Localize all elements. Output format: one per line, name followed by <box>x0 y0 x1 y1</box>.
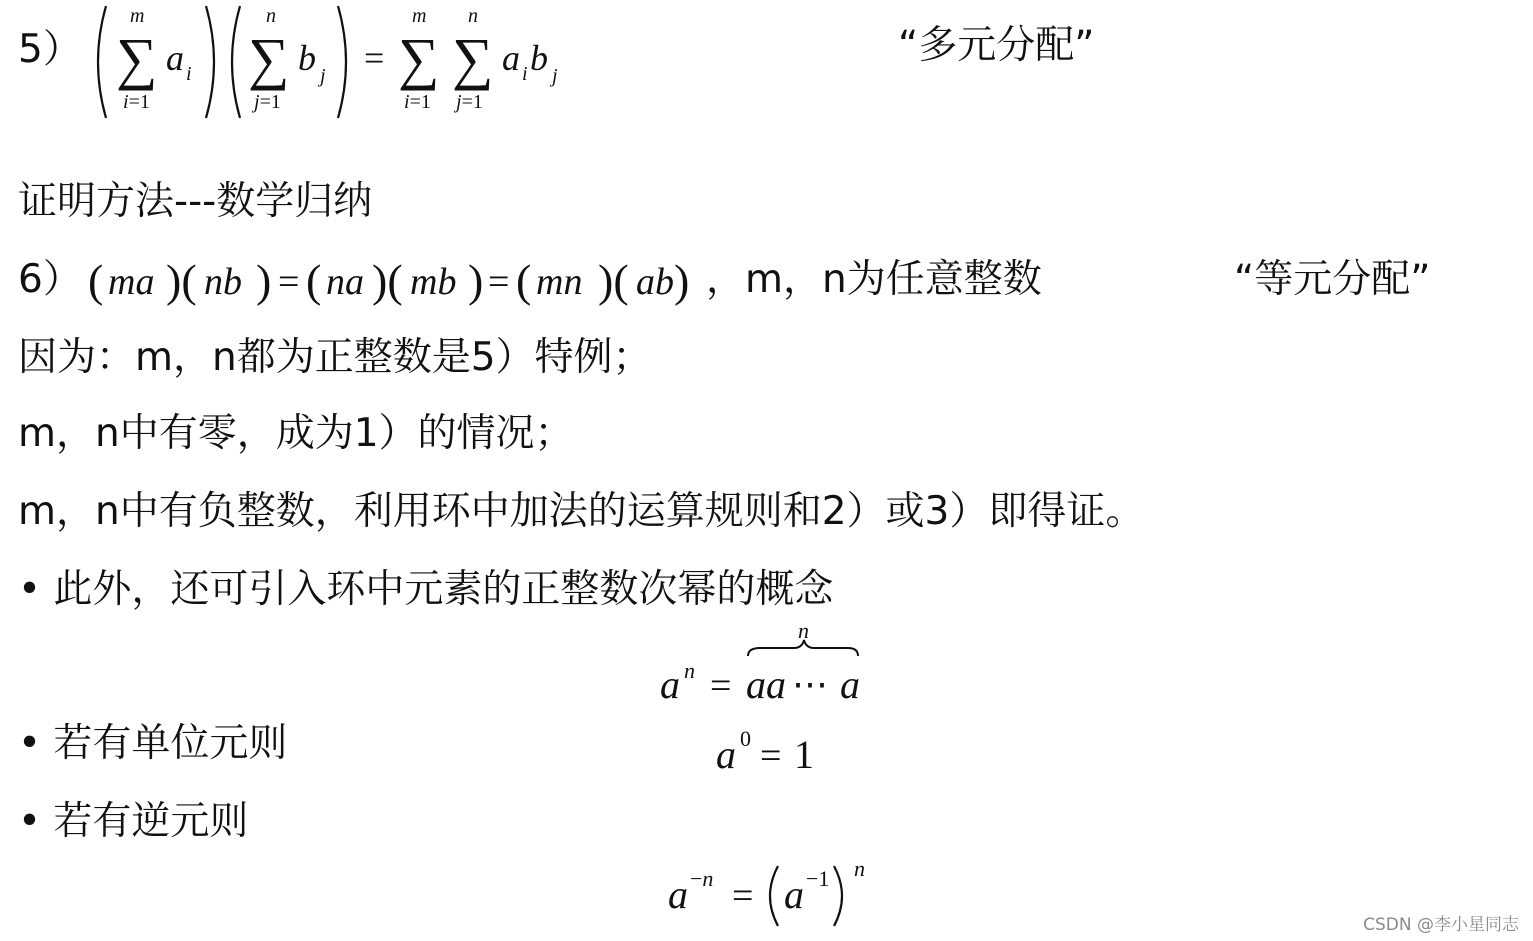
svg-text:)(: )( <box>598 255 629 306</box>
svg-text:a: a <box>840 662 860 707</box>
bullet-dot: • <box>18 721 42 766</box>
brace-label: n <box>798 618 809 643</box>
bullet-text: 若有单位元则 <box>53 721 288 766</box>
svg-text:∑: ∑ <box>398 26 440 91</box>
formula-negative-power <box>668 852 888 932</box>
reason-line-1: 因为：m，n都为正整数是5）特例； <box>18 335 652 380</box>
svg-text:j=1: j=1 <box>254 91 281 113</box>
formula-positive-power <box>660 618 880 708</box>
svg-text:⋯: ⋯ <box>792 664 828 704</box>
svg-text:a: a <box>668 872 688 917</box>
svg-text:i: i <box>522 63 528 85</box>
bullet-text: 若有逆元则 <box>53 799 249 844</box>
svg-text:)(: )( <box>166 255 197 306</box>
svg-text:(: ( <box>306 255 322 306</box>
svg-text:(: ( <box>88 255 104 306</box>
svg-text:a: a <box>502 38 520 78</box>
formula-zero-power <box>716 722 836 778</box>
svg-text:b: b <box>530 38 548 78</box>
tag-multi-distribution: “多元分配” <box>898 23 1095 68</box>
svg-text:n: n <box>854 856 865 881</box>
formula-multi-distribution <box>88 0 588 125</box>
svg-text:): ) <box>674 255 690 306</box>
svg-text:a: a <box>784 872 804 917</box>
formula-equal-distribution <box>88 244 698 320</box>
svg-text:mn: mn <box>536 261 583 303</box>
item-6-condition: ，m，n为任意整数 <box>706 257 1042 302</box>
svg-text:i=1: i=1 <box>404 91 431 113</box>
svg-text:j: j <box>320 65 326 87</box>
svg-text:−n: −n <box>690 866 714 891</box>
bullet-item-inverse <box>18 798 248 846</box>
svg-text:b: b <box>298 38 316 78</box>
svg-text:−1: −1 <box>806 866 830 891</box>
svg-text:j=1: j=1 <box>456 91 483 113</box>
svg-text:a: a <box>716 732 736 777</box>
svg-text:=: = <box>760 735 782 777</box>
tag-equal-distribution: “等元分配” <box>1234 257 1431 302</box>
svg-text:): ) <box>468 255 484 306</box>
svg-text:ab: ab <box>636 261 674 303</box>
svg-text:=: = <box>278 261 300 303</box>
svg-text:a: a <box>166 38 184 78</box>
svg-text:j: j <box>552 65 558 87</box>
csdn-watermark: CSDN @李小星同志 <box>1363 915 1519 935</box>
svg-text:): ) <box>256 255 272 306</box>
svg-text:i: i <box>186 63 192 85</box>
reason-line-2: m，n中有零，成为1）的情况； <box>18 411 574 456</box>
svg-text:∑: ∑ <box>248 26 290 91</box>
svg-text:(: ( <box>516 255 532 306</box>
svg-text:=: = <box>710 665 732 707</box>
svg-text:aa: aa <box>746 662 786 707</box>
svg-text:=: = <box>732 875 754 917</box>
svg-text:i=1: i=1 <box>123 91 150 113</box>
svg-text:mb: mb <box>410 261 457 303</box>
reason-line-3: m，n中有负整数，利用环中加法的运算规则和2）或3）即得证。 <box>18 489 1145 534</box>
proof-method-line: 证明方法---数学归纳 <box>18 179 373 224</box>
svg-text:ma: ma <box>108 261 155 303</box>
svg-text:=: = <box>488 261 510 303</box>
bullet-item-power <box>18 566 833 614</box>
bullet-dot: • <box>18 799 42 844</box>
svg-text:n: n <box>684 658 695 683</box>
bullet-text: 此外，还可引入环中元素的正整数次幂的概念 <box>53 567 834 612</box>
svg-text:)(: )( <box>372 255 403 306</box>
svg-text:na: na <box>326 261 364 303</box>
svg-text:n: n <box>468 5 478 27</box>
svg-text:a: a <box>660 662 680 707</box>
svg-text:∑: ∑ <box>116 26 158 91</box>
svg-text:0: 0 <box>740 726 751 751</box>
svg-text:n: n <box>266 5 276 27</box>
svg-text:m: m <box>130 5 145 27</box>
item-5-number: 5） <box>18 27 82 72</box>
bullet-dot: • <box>18 567 42 612</box>
svg-text:=: = <box>364 38 385 78</box>
svg-text:nb: nb <box>204 261 242 303</box>
svg-text:m: m <box>412 5 427 27</box>
svg-text:∑: ∑ <box>452 26 494 91</box>
svg-text:1: 1 <box>794 732 814 777</box>
bullet-item-unit <box>18 720 287 768</box>
item-6-number: 6） <box>18 257 82 302</box>
